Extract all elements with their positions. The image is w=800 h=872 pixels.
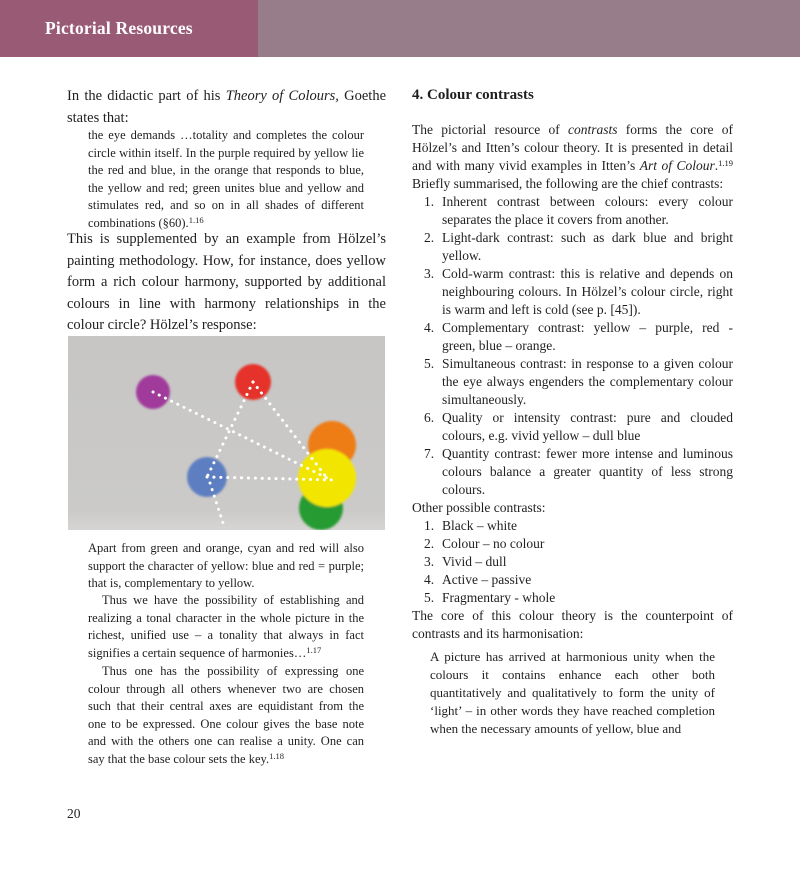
header-light-band xyxy=(258,0,800,57)
text-run: Goethe states that: xyxy=(67,88,387,126)
text-run: . xyxy=(714,158,719,173)
list-text: Vivid – dull xyxy=(442,554,507,569)
list-item xyxy=(412,571,733,589)
text-run: Briefly summarised, the following are the chief contrasts: xyxy=(412,176,724,191)
list-item xyxy=(412,193,733,229)
colour-harmony-figure xyxy=(68,336,385,530)
paragraph-hoelzel-example: This is supplemented by an example from Hölzel’s painting methodology. How, for instance, does yellow form a rich colour harmony, supported by additional colours in line with harmony relationships in the colour circle? Hölzel’s response: xyxy=(67,231,386,333)
list-text: Cold-warm contrast: this is relative and depends on neighbouring colours. In Hölzel’s colour circle, right is warm and left is cold (see p. [45]). xyxy=(442,266,733,317)
colour-circles-graphic xyxy=(68,336,385,530)
footnote-ref: 1.16 xyxy=(188,214,204,225)
list-item xyxy=(412,319,733,355)
italic-title-run: Theory of Colours, xyxy=(225,88,339,104)
list-number: 3. xyxy=(424,554,435,569)
list-number: 3. xyxy=(424,266,435,281)
quote-text: Thus one has the possibility of expressing one colour through all others whenever two are chosen such that their central axes are equidistant from the one to be expressed. One colour gives the base note and with the others one can realise a unity. One can say that the base colour sets the key. xyxy=(88,664,364,766)
paragraph-core-of-theory: The core of this colour theory is the counterpoint of contrasts and its harmonisation: xyxy=(412,608,733,641)
quote-thus-one-has xyxy=(88,663,364,768)
italic-title-run: Art of Colour xyxy=(639,158,715,173)
header-dark-band xyxy=(0,0,258,57)
quote-text: Thus we have the possibility of establishing and realizing a tonal character in the whole picture in the richest, unified use – a tonality that always in fact signifies a certain sequence of harmonies… xyxy=(88,593,364,660)
quote-text: the eye demands …totality and completes the colour circle within itself. In the purple required by yellow lie the red and blue, in the orange that responds to blue, the yellow and red; green unites blue and yellow and stimulates red, and so on in all shades of different combinations (§60). xyxy=(88,128,364,230)
section-heading: 4. Colour contrasts xyxy=(412,87,534,103)
list-number: 7. xyxy=(424,446,435,461)
list-number: 2. xyxy=(424,536,435,551)
list-item xyxy=(412,535,733,553)
list-number: 5. xyxy=(424,590,435,605)
footnote-ref: 1.17 xyxy=(306,644,322,655)
list-number: 1. xyxy=(424,194,435,209)
list-number: 6. xyxy=(424,410,435,425)
quote-apart-from-green: Apart from green and orange, cyan and red will also support the character of yellow: blue and red = purple; that is, complementary to yellow. xyxy=(88,541,364,590)
text-run: The pictorial resource of xyxy=(412,122,568,137)
paragraph-goethe-intro xyxy=(67,86,386,129)
paragraph-contrasts-intro xyxy=(412,121,733,193)
list-number: 4. xyxy=(424,572,435,587)
list-number: 2. xyxy=(424,230,435,245)
list-item xyxy=(412,229,733,265)
list-text: Simultaneous contrast: in response to a given colour the eye always engenders the complementary colour simultaneously. xyxy=(442,356,733,407)
chapter-title: Pictorial Resources xyxy=(45,18,193,38)
page-number: 20 xyxy=(67,806,81,821)
list-text: Black – white xyxy=(442,518,517,533)
list-text: Inherent contrast between colours: every colour separates the place it covers from another. xyxy=(442,194,733,227)
list-text: Complementary contrast: yellow – purple, red - green, blue – orange. xyxy=(442,320,733,353)
list-text: Quantity contrast: fewer more intense and luminous colours balance a greater quantity of less strong colours. xyxy=(442,446,733,497)
goethe-block-quote xyxy=(88,127,364,232)
list-text: Light-dark contrast: such as dark blue and bright yellow. xyxy=(442,230,733,263)
text-run: forms the core of Hölzel’s and Itten’s colour theory. It is presented in detail and with many vivid examples in Itten’s xyxy=(412,122,734,173)
list-item xyxy=(412,517,733,535)
list-item xyxy=(412,589,733,607)
list-text: Fragmentary - whole xyxy=(442,590,556,605)
list-item xyxy=(412,553,733,571)
footnote-ref: 1.18 xyxy=(269,750,284,761)
quote-thus-we-have xyxy=(88,592,364,662)
list-text: Quality or intensity contrast: pure and clouded colours, e.g. vivid yellow – dull blue xyxy=(442,410,733,443)
list-item xyxy=(412,409,733,445)
other-contrasts-label: Other possible contrasts: xyxy=(412,500,546,515)
footnote-ref: 1.19 xyxy=(718,158,733,168)
chief-contrasts-list xyxy=(412,193,733,499)
list-number: 1. xyxy=(424,518,435,533)
list-number: 4. xyxy=(424,320,435,335)
chapter-header xyxy=(0,0,800,57)
italic-run: contrasts xyxy=(567,122,618,137)
list-item xyxy=(412,355,733,409)
quote-harmonious-unity: A picture has arrived at harmonious unity when the colours it contains enhance each other both quantitatively and qualitatively to form the unity of ‘light’ – in other words they have reached completion when the necessary amounts of yellow, blue and xyxy=(430,649,715,736)
list-text: Active – passive xyxy=(442,572,532,587)
right-column xyxy=(412,85,733,738)
text-run: In the didactic part of his xyxy=(67,88,226,104)
list-number: 5. xyxy=(424,356,435,371)
list-item xyxy=(412,265,733,319)
list-text: Colour – no colour xyxy=(442,536,545,551)
other-contrasts-list xyxy=(412,517,733,607)
list-item xyxy=(412,445,733,499)
